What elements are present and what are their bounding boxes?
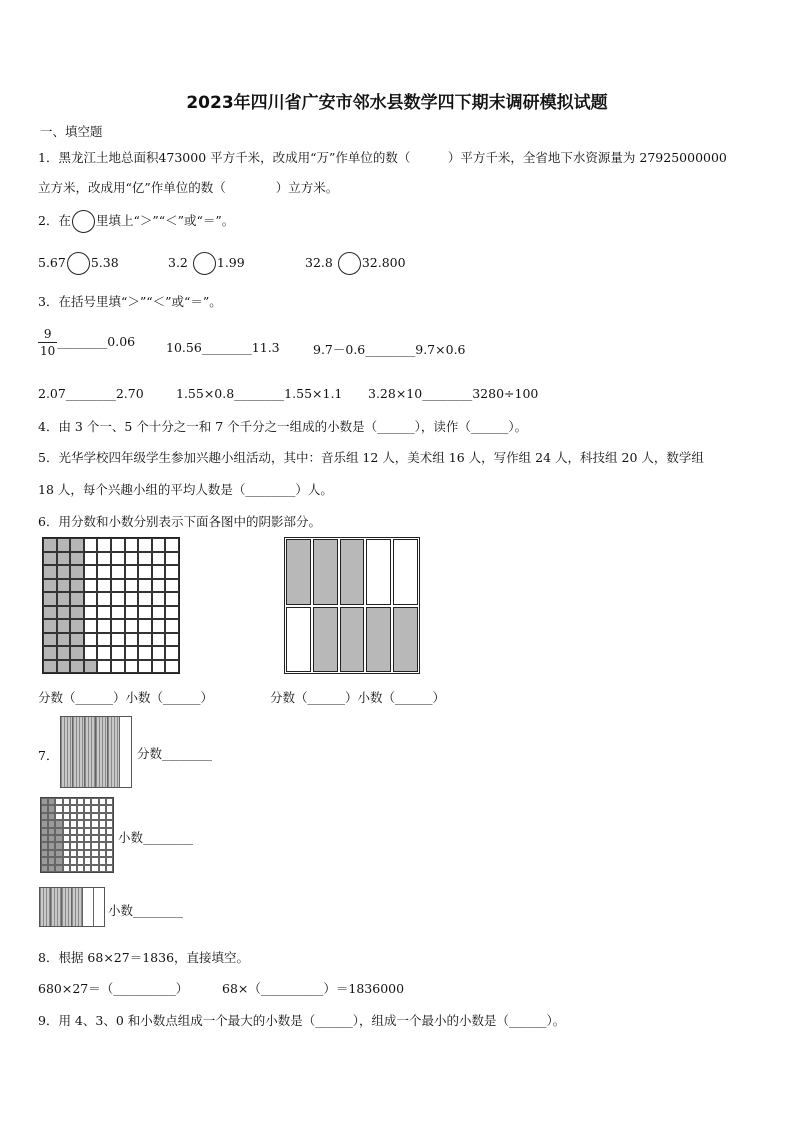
- grid-cell-shaded: [70, 592, 84, 606]
- grid-cell: [138, 660, 152, 674]
- grid-cell-shaded: [57, 619, 71, 633]
- grid-cell-shaded: [41, 805, 48, 812]
- grid-cell: [138, 565, 152, 579]
- grid-cell: [138, 592, 152, 606]
- grid-cell: [70, 850, 77, 857]
- grid-cell: [111, 579, 125, 593]
- cell-shaded: [340, 539, 365, 605]
- grid-cell: [152, 633, 166, 647]
- question-3-row-2-item-2: 1.55×0.8________1.55×1.1: [176, 386, 343, 401]
- grid-cell: [97, 552, 111, 566]
- grid-cell: [138, 579, 152, 593]
- grid-cell-shaded: [70, 579, 84, 593]
- grid-cell: [70, 805, 77, 812]
- q2-right-1: 5.38: [90, 255, 119, 270]
- grid-cell: [91, 835, 98, 842]
- grid-cell: [106, 820, 113, 827]
- q2-right-2: 1.99: [216, 255, 245, 270]
- grid-cell: [84, 552, 98, 566]
- grid-cell: [106, 798, 113, 805]
- grid-cell: [138, 619, 152, 633]
- grid-cell: [106, 850, 113, 857]
- strip-shaded: [40, 888, 51, 926]
- grid-cell: [97, 606, 111, 620]
- question-5-line-2: 18 人，每个兴趣小组的平均人数是（________）人。: [38, 482, 333, 497]
- page-title: 2023年四川省广安市邻水县数学四下期末调研模拟试题: [186, 93, 608, 113]
- rectangle-tenths-figure: [284, 537, 420, 674]
- cell: [393, 539, 418, 605]
- grid-cell: [99, 820, 106, 827]
- grid-cell: [125, 552, 139, 566]
- grid-cell: [152, 646, 166, 660]
- grid-cell: [106, 805, 113, 812]
- grid-cell-shaded: [41, 857, 48, 864]
- grid-cell: [77, 805, 84, 812]
- grid-cell: [84, 798, 91, 805]
- grid-cell: [106, 835, 113, 842]
- grid-cell-shaded: [48, 835, 55, 842]
- grid-cell: [63, 850, 70, 857]
- grid-cell-shaded: [48, 850, 55, 857]
- question-1-line-1: 1．黑龙江土地总面积473000 平方千米，改成用“万”作单位的数（ ）平方千米，全省地下水资源量为 27925000000: [38, 150, 727, 165]
- grid-cell-shaded: [48, 865, 55, 872]
- grid-cell: [125, 633, 139, 647]
- grid-cell-shaded: [70, 552, 84, 566]
- grid-cell: [111, 606, 125, 620]
- cell: [366, 539, 391, 605]
- answer-circle[interactable]: [67, 252, 90, 275]
- grid-cell: [165, 565, 179, 579]
- grid-cell: [99, 842, 106, 849]
- grid-cell: [77, 865, 84, 872]
- grid-cell: [152, 538, 166, 552]
- question-3-row-1-item-2: 10.56________11.3: [166, 340, 280, 355]
- grid-cell: [152, 592, 166, 606]
- grid-cell: [77, 828, 84, 835]
- grid-cell-shaded: [55, 842, 62, 849]
- grid-cell: [125, 565, 139, 579]
- grid-cell: [91, 850, 98, 857]
- grid-cell: [70, 865, 77, 872]
- grid-cell: [84, 828, 91, 835]
- grid-cell-shaded: [55, 828, 62, 835]
- grid-cell: [91, 857, 98, 864]
- grid-cell: [125, 538, 139, 552]
- grid-cell: [84, 857, 91, 864]
- grid-cell: [63, 828, 70, 835]
- grid-cell-shaded: [55, 820, 62, 827]
- grid-cell: [70, 828, 77, 835]
- grid-cell: [165, 646, 179, 660]
- strip-shaded: [85, 717, 97, 787]
- strip-shaded: [96, 717, 108, 787]
- grid-cell: [99, 865, 106, 872]
- grid-cell-shaded: [43, 646, 57, 660]
- fraction-numerator: 9: [38, 326, 57, 343]
- grid-cell-shaded: [57, 552, 71, 566]
- grid-cell: [138, 538, 152, 552]
- grid-cell: [77, 820, 84, 827]
- grid-cell: [111, 538, 125, 552]
- grid-cell-shaded: [41, 798, 48, 805]
- answer-circle[interactable]: [338, 252, 361, 275]
- grid-cell-shaded: [70, 660, 84, 674]
- strip: [120, 717, 131, 787]
- grid-cell: [77, 835, 84, 842]
- grid-cell-shaded: [70, 565, 84, 579]
- grid-cell: [97, 633, 111, 647]
- grid-cell: [91, 865, 98, 872]
- question-8-prompt: 8．根据 68×27＝1836，直接填空。: [38, 950, 250, 965]
- grid-cell: [77, 813, 84, 820]
- grid-cell: [152, 606, 166, 620]
- grid-cell: [84, 579, 98, 593]
- grid-cell: [84, 633, 98, 647]
- grid-cell: [99, 813, 106, 820]
- grid-cell: [84, 813, 91, 820]
- grid-cell: [84, 565, 98, 579]
- section-heading: 一、填空题: [40, 124, 103, 139]
- grid-cell: [84, 842, 91, 849]
- grid-cell: [138, 606, 152, 620]
- strip-figure-1: [60, 716, 132, 788]
- grid-cell-shaded: [55, 857, 62, 864]
- grid-cell: [97, 538, 111, 552]
- fraction-denominator: 10: [40, 344, 56, 358]
- answer-circle[interactable]: [72, 210, 95, 233]
- strip-shaded: [108, 717, 120, 787]
- strip-shaded: [72, 888, 83, 926]
- question-4: 4．由 3 个一、5 个十分之一和 7 个千分之一组成的小数是（______），读作（______）。: [38, 419, 528, 434]
- q2-left-2: 3.2: [168, 255, 188, 270]
- grid-cell: [138, 633, 152, 647]
- grid-cell-shaded: [70, 606, 84, 620]
- q2-left-3: 32.8: [305, 255, 333, 270]
- cell-shaded: [340, 607, 365, 673]
- grid-cell-shaded: [48, 828, 55, 835]
- question-6-prompt: 6．用分数和小数分别表示下面各图中的阴影部分。: [38, 514, 321, 529]
- grid-cell: [125, 592, 139, 606]
- grid-cell: [84, 619, 98, 633]
- grid-cell-shaded: [55, 835, 62, 842]
- grid-cell: [70, 820, 77, 827]
- grid-cell: [97, 646, 111, 660]
- grid-cell: [70, 798, 77, 805]
- grid-cell: [99, 798, 106, 805]
- grid-cell: [99, 828, 106, 835]
- q3-row1-text-1: ________0.06: [57, 334, 136, 349]
- question-7-label-3: 小数________: [108, 903, 184, 918]
- question-7-number: 7．: [38, 748, 59, 763]
- question-1-line-2: 立方米，改成用“亿”作单位的数（ ）立方米。: [38, 180, 339, 195]
- grid-cell-shaded: [43, 552, 57, 566]
- grid-cell-shaded: [55, 865, 62, 872]
- grid-cell: [97, 579, 111, 593]
- grid-cell-shaded: [57, 660, 71, 674]
- grid-cell-shaded: [57, 538, 71, 552]
- grid-cell: [84, 592, 98, 606]
- grid-cell: [63, 805, 70, 812]
- strip-shaded: [62, 888, 73, 926]
- grid-cell: [111, 552, 125, 566]
- question-3-prompt: 3．在括号里填“＞”“＜”或“＝”。: [38, 294, 222, 309]
- grid-cell: [106, 842, 113, 849]
- grid-cell: [106, 813, 113, 820]
- grid-cell: [138, 552, 152, 566]
- grid-cell: [70, 835, 77, 842]
- grid-cell: [91, 820, 98, 827]
- grid-cell: [84, 850, 91, 857]
- grid-cell: [111, 565, 125, 579]
- grid-cell: [91, 842, 98, 849]
- grid-cell-shaded: [55, 850, 62, 857]
- grid-cell-shaded: [70, 619, 84, 633]
- question-6-answer-1: 分数（______）小数（______）: [38, 690, 214, 705]
- question-3-row-1-item-1: [38, 326, 135, 359]
- cell-shaded: [313, 539, 338, 605]
- grid-cell-shaded: [41, 842, 48, 849]
- hundred-grid-figure-2: [40, 797, 114, 873]
- grid-cell-shaded: [48, 842, 55, 849]
- grid-cell: [97, 565, 111, 579]
- grid-cell: [70, 813, 77, 820]
- grid-cell: [125, 646, 139, 660]
- grid-cell: [91, 813, 98, 820]
- strip-shaded: [51, 888, 62, 926]
- grid-cell: [97, 660, 111, 674]
- grid-cell: [111, 619, 125, 633]
- cell-shaded: [393, 607, 418, 673]
- grid-cell: [152, 660, 166, 674]
- grid-cell-shaded: [48, 805, 55, 812]
- grid-cell: [152, 552, 166, 566]
- grid-cell: [91, 798, 98, 805]
- grid-cell: [106, 828, 113, 835]
- grid-cell: [165, 552, 179, 566]
- question-2-prompt: [38, 210, 234, 233]
- grid-cell-shaded: [41, 813, 48, 820]
- grid-cell: [84, 805, 91, 812]
- grid-cell-shaded: [57, 565, 71, 579]
- grid-cell-shaded: [48, 857, 55, 864]
- question-2-pre: 2．在: [38, 213, 71, 228]
- grid-cell: [84, 820, 91, 827]
- grid-cell: [77, 798, 84, 805]
- grid-cell-shaded: [48, 813, 55, 820]
- question-3-row-1-item-3: 9.7－0.6________9.7×0.6: [313, 342, 466, 357]
- grid-cell-shaded: [43, 579, 57, 593]
- hundred-grid-figure: [42, 537, 180, 674]
- grid-cell: [63, 820, 70, 827]
- grid-cell: [55, 805, 62, 812]
- grid-cell-shaded: [43, 606, 57, 620]
- cell-shaded: [286, 539, 311, 605]
- grid-cell: [77, 857, 84, 864]
- grid-cell-shaded: [43, 633, 57, 647]
- grid-cell: [152, 565, 166, 579]
- grid-cell: [99, 835, 106, 842]
- grid-cell: [99, 805, 106, 812]
- question-3-row-2-item-1: 2.07________2.70: [38, 386, 144, 401]
- strip-shaded: [73, 717, 85, 787]
- strip-shaded: [61, 717, 73, 787]
- grid-cell: [138, 646, 152, 660]
- grid-cell: [84, 646, 98, 660]
- grid-cell: [106, 857, 113, 864]
- grid-cell: [152, 619, 166, 633]
- grid-cell: [84, 606, 98, 620]
- grid-cell: [63, 842, 70, 849]
- grid-cell-shaded: [43, 538, 57, 552]
- grid-cell: [84, 538, 98, 552]
- grid-cell: [152, 579, 166, 593]
- grid-cell: [111, 646, 125, 660]
- grid-cell: [111, 592, 125, 606]
- grid-cell-shaded: [57, 606, 71, 620]
- grid-cell-shaded: [41, 865, 48, 872]
- grid-cell-shaded: [43, 660, 57, 674]
- strip: [83, 888, 94, 926]
- question-8-part-b: 68×（__________）＝1836000: [222, 981, 405, 996]
- strip-figure-2: [39, 887, 105, 927]
- grid-cell: [165, 592, 179, 606]
- grid-cell-shaded: [57, 579, 71, 593]
- question-8-part-a: 680×27＝（__________）: [38, 981, 189, 996]
- q2-left-1: 5.67: [38, 255, 66, 270]
- question-7-label-1: 分数________: [137, 746, 213, 761]
- grid-cell: [63, 865, 70, 872]
- grid-cell-shaded: [70, 538, 84, 552]
- grid-cell-shaded: [70, 633, 84, 647]
- grid-cell: [63, 857, 70, 864]
- grid-cell: [63, 798, 70, 805]
- grid-cell: [55, 798, 62, 805]
- grid-cell-shaded: [57, 633, 71, 647]
- grid-cell: [165, 606, 179, 620]
- question-2-item-2: [168, 252, 245, 275]
- grid-cell: [125, 606, 139, 620]
- grid-cell: [125, 579, 139, 593]
- grid-cell-shaded: [57, 592, 71, 606]
- grid-cell: [97, 592, 111, 606]
- grid-cell-shaded: [41, 850, 48, 857]
- q2-right-3: 32.800: [361, 255, 406, 270]
- grid-cell-shaded: [41, 828, 48, 835]
- grid-cell: [125, 660, 139, 674]
- grid-cell: [165, 619, 179, 633]
- grid-cell: [77, 842, 84, 849]
- grid-cell-shaded: [43, 592, 57, 606]
- grid-cell: [99, 857, 106, 864]
- grid-cell: [106, 865, 113, 872]
- grid-cell: [84, 835, 91, 842]
- grid-cell: [165, 538, 179, 552]
- question-2-item-3: [305, 252, 406, 275]
- question-7-label-2: 小数________: [118, 830, 194, 845]
- answer-circle[interactable]: [193, 252, 216, 275]
- grid-cell-shaded: [43, 565, 57, 579]
- cell-shaded: [366, 607, 391, 673]
- grid-cell: [63, 835, 70, 842]
- grid-cell: [165, 579, 179, 593]
- question-2-item-1: [38, 252, 119, 275]
- grid-cell: [165, 633, 179, 647]
- question-9: 9．用 4、3、0 和小数点组成一个最大的小数是（______），组成一个最小的小数是（______）。: [38, 1013, 566, 1028]
- grid-cell-shaded: [48, 820, 55, 827]
- grid-cell-shaded: [43, 619, 57, 633]
- question-6-answer-2: 分数（______）小数（______）: [270, 690, 446, 705]
- grid-cell-shaded: [48, 798, 55, 805]
- grid-cell: [63, 813, 70, 820]
- strip: [94, 888, 104, 926]
- grid-cell: [99, 850, 106, 857]
- cell: [286, 607, 311, 673]
- question-2-post: 里填上“＞”“＜”或“＝”。: [95, 213, 235, 228]
- question-3-row-2-item-3: 3.28×10________3280÷100: [368, 386, 539, 401]
- grid-cell: [84, 865, 91, 872]
- grid-cell-shaded: [57, 646, 71, 660]
- grid-cell: [165, 660, 179, 674]
- grid-cell-shaded: [41, 820, 48, 827]
- grid-cell-shaded: [70, 646, 84, 660]
- grid-cell: [91, 828, 98, 835]
- grid-cell-shaded: [41, 835, 48, 842]
- grid-cell: [125, 619, 139, 633]
- grid-cell-shaded: [84, 660, 98, 674]
- grid-cell: [55, 813, 62, 820]
- grid-cell: [70, 857, 77, 864]
- grid-cell: [111, 633, 125, 647]
- question-5-line-1: 5．光华学校四年级学生参加兴趣小组活动，其中：音乐组 12 人，美术组 16 人，写作组 24 人，科技组 20 人，数学组: [38, 450, 704, 465]
- grid-cell: [77, 850, 84, 857]
- cell-shaded: [313, 607, 338, 673]
- grid-cell: [111, 660, 125, 674]
- grid-cell: [97, 619, 111, 633]
- fraction: [38, 326, 57, 359]
- grid-cell: [91, 805, 98, 812]
- grid-cell: [70, 842, 77, 849]
